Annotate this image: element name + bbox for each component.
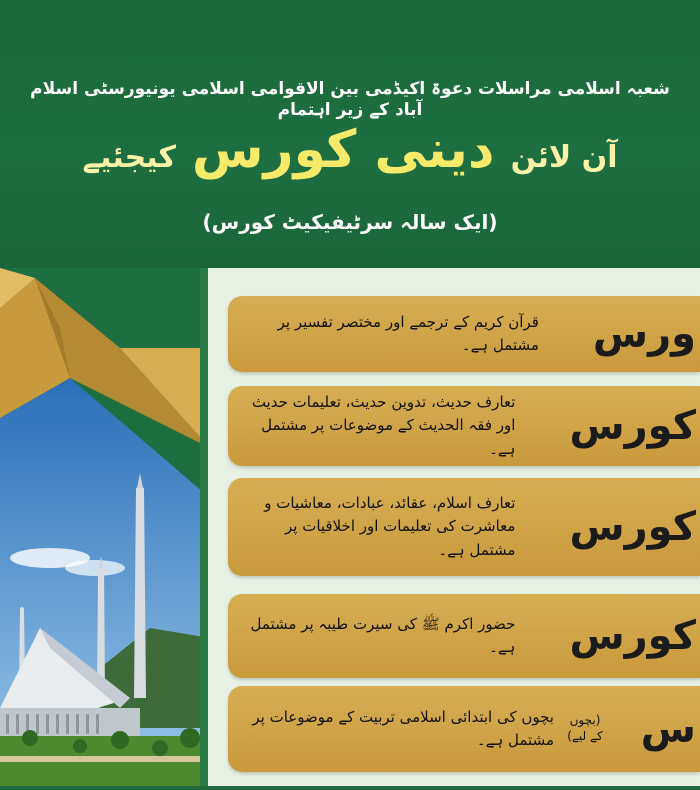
- course-description: بچوں کی ابتدائی اسلامی تربیت کے موضوعات پر مشتمل ہے۔: [252, 707, 554, 749]
- course-note: (بچوں کے لیے): [567, 713, 603, 743]
- subtitle: (ایک سالہ سرٹیفیکیٹ کورس): [202, 210, 498, 234]
- course-name: کورس: [569, 613, 696, 659]
- course-item-quran: [228, 296, 700, 372]
- course-item-seerah: [228, 594, 700, 678]
- course-item-hadith: [228, 386, 700, 466]
- course-name: س: [640, 706, 696, 752]
- title-prefix: آن لائن: [510, 140, 618, 175]
- course-item-islamic-teachings: [228, 478, 700, 576]
- course-description: تعارف اسلام، عقائد، عبادات، معاشیات و معاشرت کی تعلیمات اور اخلاقیات پر مشتمل ہے۔: [264, 494, 516, 559]
- course-description: تعارف حدیث، تدوین حدیث، تعلیمات حدیث اور فقہ الحدیث کے موضوعات پر مشتمل ہے۔: [251, 393, 516, 458]
- course-name: کورس: [569, 403, 696, 449]
- title-suffix: کیجئیے: [82, 140, 176, 175]
- mosque-illustration: [0, 268, 210, 786]
- organizer-line: شعبہ اسلامی مراسلات دعوۃ اکیڈمی بین الاقوامی اسلامی یونیورسٹی اسلام آباد کے زیر اہتمام: [30, 79, 670, 120]
- course-description: قرآن کریم کے ترجمے اور مختصر تفسیر پر مشتمل ہے۔: [277, 312, 539, 354]
- panel-divider: [200, 268, 208, 786]
- course-item-children: [228, 686, 700, 772]
- course-name: ورس: [592, 311, 696, 357]
- course-description: حضور اکرم ﷺ کی سیرت طیبہ پر مشتمل ہے۔: [250, 614, 516, 656]
- page-title: [0, 120, 700, 180]
- title-main: دینی کورس: [191, 120, 495, 180]
- course-name: کورس: [569, 504, 696, 550]
